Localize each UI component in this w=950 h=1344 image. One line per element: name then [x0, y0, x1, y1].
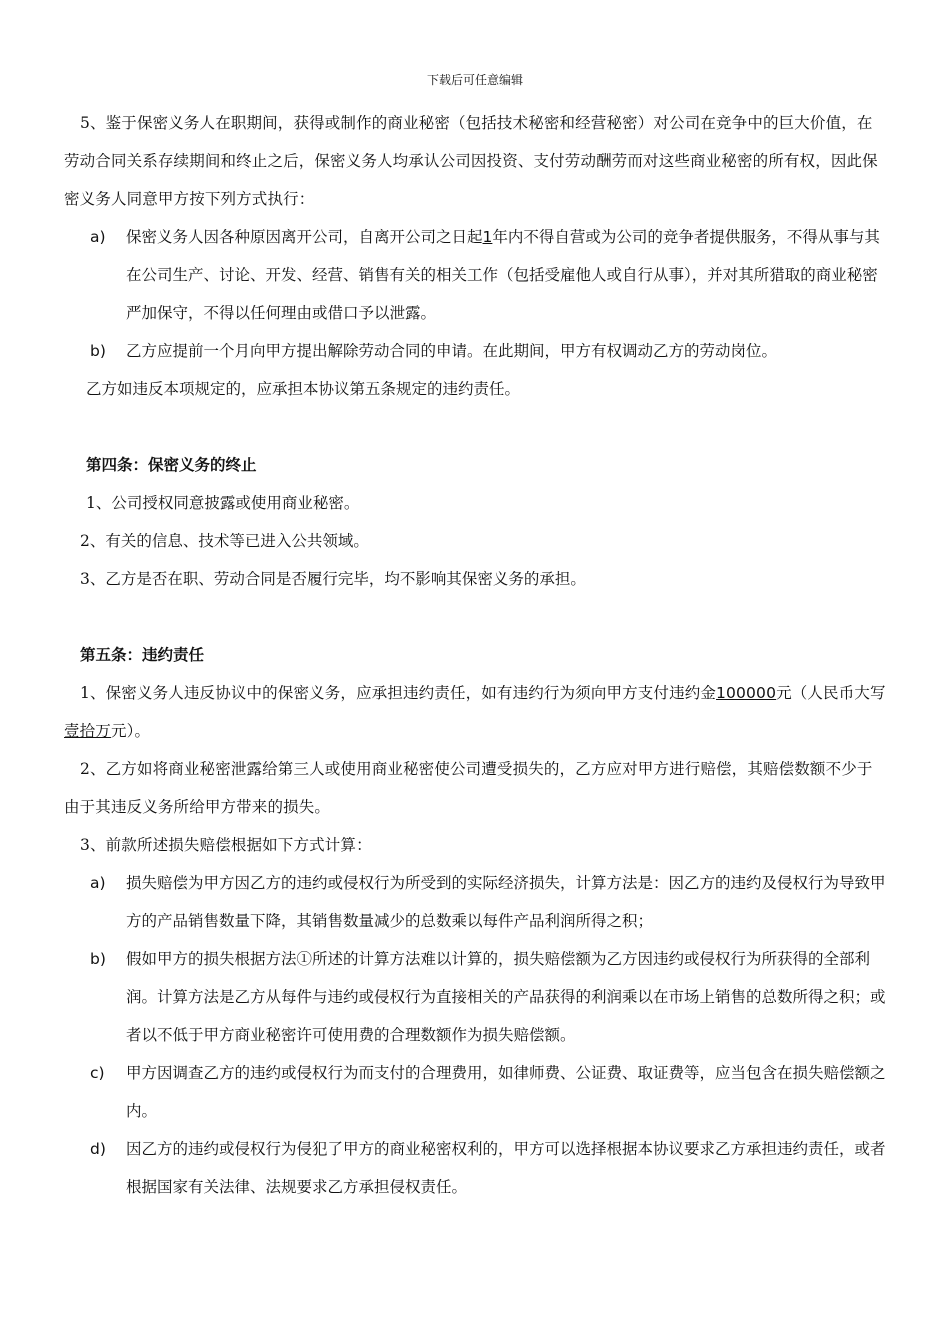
spacer — [64, 408, 886, 446]
clause5-title: 第五条：违约责任 — [80, 646, 205, 664]
clause5-subitem-b — [64, 940, 886, 1054]
subitem-text: 甲方因调查乙方的违约或侵权行为而支付的合理费用，如律师费、公证费、取证费等，应当包含在损失赔偿额之内。 — [126, 1064, 886, 1120]
clause4-item: 2、有关的信息、技术等已进入公共领域。 — [80, 532, 369, 550]
subitem-label: b) — [90, 950, 106, 968]
subitem-label: b) — [90, 342, 106, 360]
clause5-item2: 2、乙方如将商业秘密泄露给第三人或使用商业秘密使公司遭受损失的，乙方应对甲方进行赔偿，其赔偿数额不少于由于其违反义务所给甲方带来的损失。 — [64, 760, 873, 816]
subitem-label: c) — [90, 1064, 105, 1082]
breach-note: 乙方如违反本项规定的，应承担本协议第五条规定的违约责任。 — [86, 380, 521, 398]
clause5-subitem-d — [64, 1130, 886, 1206]
subitem-text: 乙方应提前一个月向甲方提出解除劳动合同的申请。在此期间，甲方有权调动乙方的劳动岗位。 — [126, 342, 778, 360]
page-header: 下载后可任意编辑 — [426, 73, 523, 87]
subitem-label: a) — [90, 874, 106, 892]
subitem-text — [126, 218, 886, 332]
penalty-amount-chinese: 壹拾万 — [64, 722, 111, 740]
clause5-item3: 3、前款所述损失赔偿根据如下方式计算： — [80, 836, 372, 854]
text-part: 元（人民币大写 — [776, 684, 886, 702]
clause3-subitem-a — [64, 218, 886, 332]
subitem-label: a) — [90, 228, 106, 246]
text-part: 元）。 — [110, 722, 151, 740]
subitem-label: d) — [90, 1140, 106, 1158]
penalty-amount: 100000 — [716, 684, 777, 702]
clause5-subitem-a — [64, 864, 886, 940]
subitem-text: 假如甲方的损失根据方法①所述的计算方法难以计算的，损失赔偿额为乙方因违约或侵权行为所获得的全部利润。计算方法是乙方从每件与违约或侵权行为直接相关的产品获得的利润乘以在市场上销售的总数所得之积；或者以不低于甲方商业秘密许可使用费的合理数额作为损失赔偿额。 — [126, 950, 886, 1044]
subitem-text: 因乙方的违约或侵权行为侵犯了甲方的商业秘密权利的，甲方可以选择根据本协议要求乙方承担违约责任，或者根据国家有关法律、法规要求乙方承担侵权责任。 — [126, 1140, 886, 1196]
clause3-item5: 5、鉴于保密义务人在职期间，获得或制作的商业秘密（包括技术秘密和经营秘密）对公司在竞争中的巨大价值，在劳动合同关系存续期间和终止之后，保密义务人均承认公司因投资、支付劳动酬劳而对这些商业秘密的所有权，因此保密义务人同意甲方按下列方式执行： — [64, 114, 878, 208]
subitem-text-part: 年内不得自营或为公司的竞争者提供服务，不得从事与其在公司生产、讨论、开发、经营、销售有关的相关工作（包括受雇他人或自行从事），并对其所猎取的商业秘密严加保守，不得以任何理由或借口予以泄露。 — [126, 228, 880, 322]
clause5-subitem-c — [64, 1054, 886, 1130]
text-part: 1、保密义务人违反协议中的保密义务，应承担违约责任，如有违约行为须向甲方支付违约金 — [80, 684, 717, 702]
clause4-title: 第四条：保密义务的终止 — [86, 456, 257, 474]
clause3-subitem-b — [64, 332, 886, 370]
spacer — [64, 598, 886, 636]
clause4-item: 3、乙方是否在职、劳动合同是否履行完毕，均不影响其保密义务的承担。 — [80, 570, 586, 588]
years-blank: 1 — [482, 228, 493, 246]
clause5-item1 — [64, 674, 886, 750]
subitem-text-part: 保密义务人因各种原因离开公司，自离开公司之日起 — [126, 228, 483, 246]
subitem-text: 损失赔偿为甲方因乙方的违约或侵权行为所受到的实际经济损失，计算方法是：因乙方的违约及侵权行为导致甲方的产品销售数量下降，其销售数量减少的总数乘以每件产品利润所得之积； — [126, 874, 886, 930]
document-body — [64, 104, 886, 1206]
clause4-item: 1、公司授权同意披露或使用商业秘密。 — [86, 494, 360, 512]
